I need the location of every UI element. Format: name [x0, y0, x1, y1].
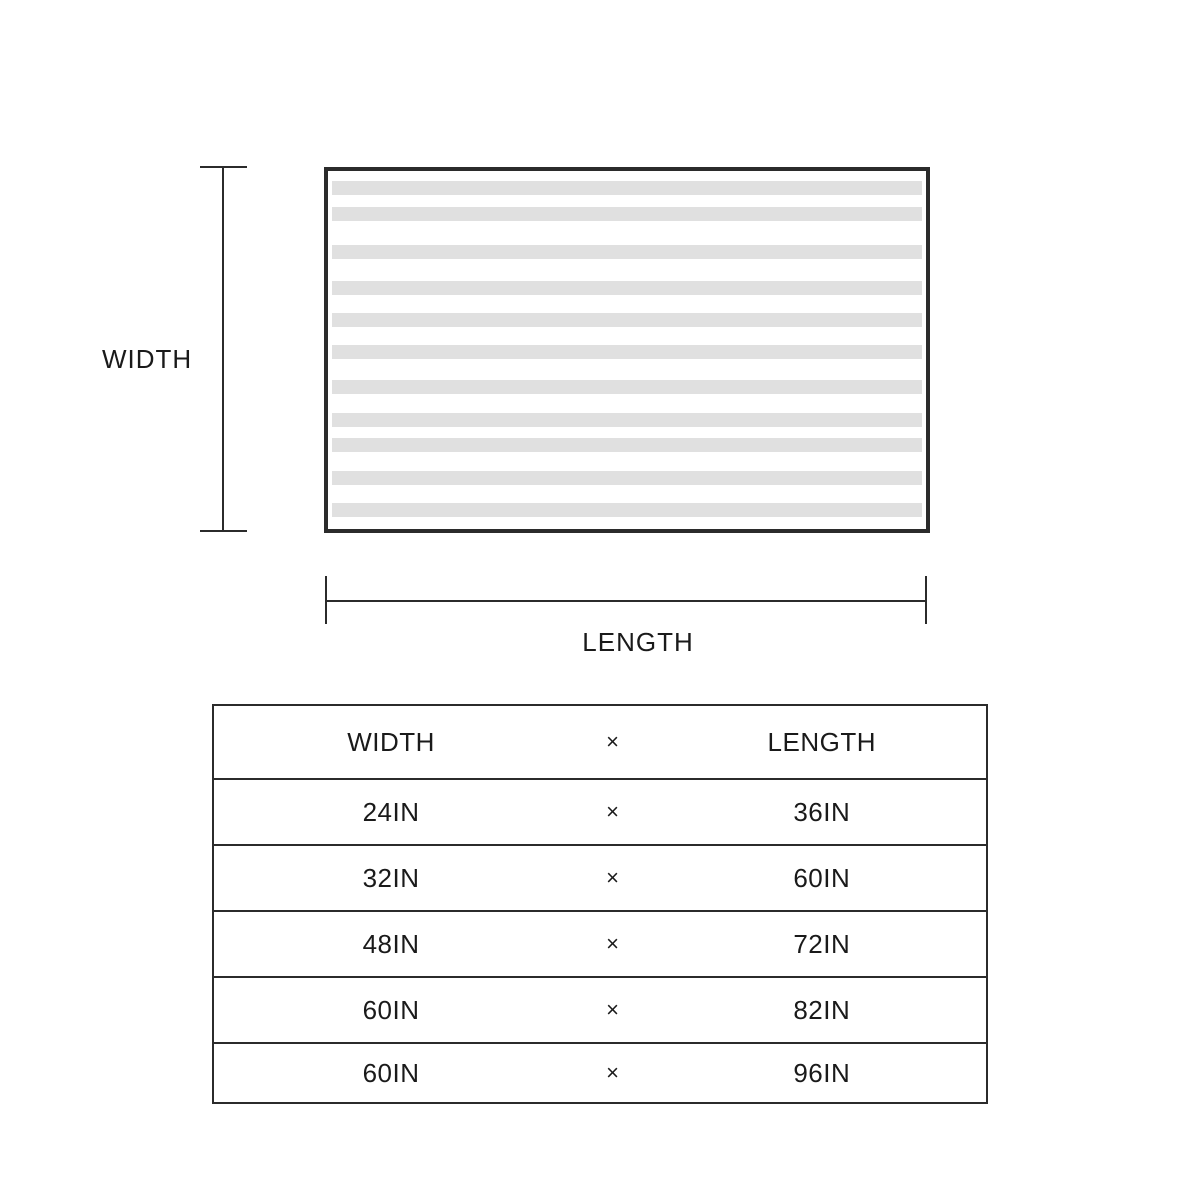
width-dimension-bottom-tick [200, 530, 247, 532]
header-width: WIDTH [347, 726, 435, 757]
row-width: 48IN [213, 911, 568, 977]
row-length: 72IN [658, 911, 987, 977]
row-separator: × [568, 977, 657, 1043]
rug-stripe [332, 313, 922, 327]
rug-stripe [332, 380, 922, 394]
row-width: 24IN [213, 779, 568, 845]
length-dimension-line [325, 600, 927, 602]
rug-stripe [332, 245, 922, 259]
length-label: LENGTH [582, 627, 694, 657]
width-label: WIDTH [102, 344, 193, 374]
row-separator: × [568, 779, 657, 845]
rug-stripe [332, 413, 922, 427]
rug-stripe [332, 181, 922, 195]
header-separator: × [606, 729, 620, 754]
rug-stripe [332, 503, 922, 517]
header-length: LENGTH [767, 726, 876, 757]
rug-stripe [332, 281, 922, 295]
row-length: 36IN [658, 779, 987, 845]
row-width: 60IN [213, 1043, 568, 1103]
table-row [213, 845, 987, 911]
row-length: 82IN [658, 977, 987, 1043]
rug-stripe [332, 207, 922, 221]
table-row [213, 911, 987, 977]
length-dimension-right-tick [925, 576, 927, 624]
rug-stripe [332, 345, 922, 359]
rug-illustration [324, 167, 930, 533]
row-length: 60IN [658, 845, 987, 911]
rug-stripe [332, 471, 922, 485]
width-dimension-line [222, 166, 224, 532]
row-width: 32IN [213, 845, 568, 911]
row-separator: × [568, 1043, 657, 1103]
table-row [213, 1043, 987, 1103]
table-row [213, 779, 987, 845]
row-separator: × [568, 911, 657, 977]
size-table [212, 704, 988, 1104]
row-width: 60IN [213, 977, 568, 1043]
row-length: 96IN [658, 1043, 987, 1103]
rug-stripe [332, 438, 922, 452]
row-separator: × [568, 845, 657, 911]
table-header-row [213, 705, 987, 779]
table-row [213, 977, 987, 1043]
